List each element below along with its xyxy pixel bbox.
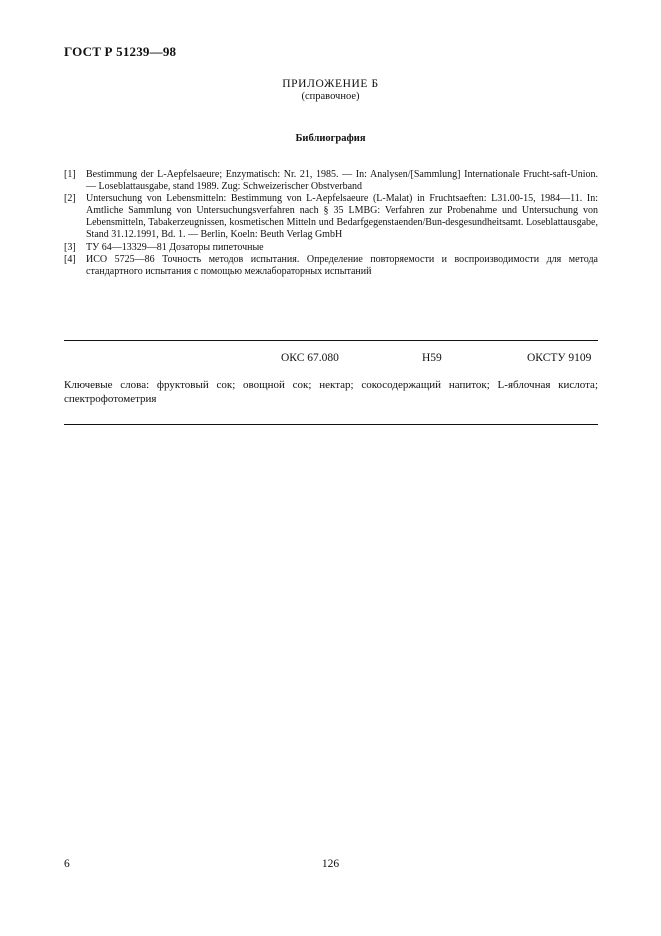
h-code: Н59 (422, 352, 442, 364)
bibliography-item (64, 242, 598, 254)
page-number-left: 6 (64, 858, 70, 870)
bibliography-item (64, 254, 598, 278)
appendix-title: ПРИЛОЖЕНИЕ Б (282, 78, 379, 90)
bibliography-item-number: [3] (64, 241, 76, 253)
bibliography-item-text: Untersuchung von Lebensmitteln: Bestimmung von L-Aepfelsaeure (L-Malat) in Fruchtsaeften: L31.00-15, 1984—11. In: Amtliche Sammlung von Untersuchungsverfahren nach § 35 LMBG: Verfahren zur Probenahme und Untersuchung von Lebensmitteln, Tabakerzeugnissen, kosmetischen Mitteln und Bedarfgegenstaenden/Bun-desgesundheitsamt. Loseblattausgabe, Stand 31.12.1991, Bd. 1. — Berlin, Koeln: Beuth Verlag GmbH (86, 193, 598, 241)
okstu-code: ОКСТУ 9109 (527, 352, 592, 364)
bibliography-item-number: [2] (64, 193, 76, 205)
oks-code: ОКС 67.080 (281, 352, 339, 364)
bibliography-item-text: ИСО 5725—86 Точность методов испытания. Определение повторяемости и воспроизводимости для метода стандартного испытания с помощью межлабораторных испытаний (86, 253, 598, 277)
bibliography-item (64, 193, 598, 241)
bibliography-list (64, 169, 598, 278)
top-divider (64, 340, 598, 341)
standard-code: ГОСТ Р 51239—98 (64, 44, 177, 59)
bibliography-item-number: [1] (64, 169, 76, 180)
bibliography-item-text: Bestimmung der L-Aepfelsaeure; Enzymatisch: Nr. 21, 1985. — In: Analysen/[Sammlung] Internationale Frucht-saft-Union. — Loseblattausgabe, stand 1989. Zug: Schweizerischer Obstverband (86, 169, 598, 193)
page-number-center: 126 (321, 858, 340, 870)
bibliography-heading: Библиография (295, 133, 366, 144)
bibliography-item (64, 169, 598, 193)
appendix-subtitle: (справочное) (301, 91, 360, 102)
bibliography-item-text: ТУ 64—13329—81 Дозаторы пипеточные (86, 241, 264, 253)
bottom-divider (64, 424, 598, 425)
bibliography-item-number: [4] (64, 253, 76, 265)
keywords-text: Ключевые слова: фруктовый сок; овощной сок; нектар; сокосодержащий напиток; L-яблочная кислота; спектрофотометрия (64, 379, 598, 405)
